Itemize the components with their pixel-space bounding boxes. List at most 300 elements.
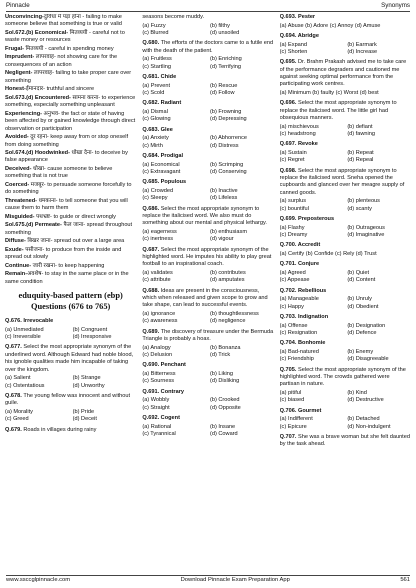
header-publisher: Pinnacle [6,1,30,9]
vocab-term: Coerced- [5,181,30,188]
option: (b) Unruly [347,296,372,303]
option: (a) Expand [279,41,308,48]
question-text [280,288,411,295]
question-stem: Ideas are present in the consciousness, which when released and given scope to grow and take shape, can lead to successful events. [142,287,268,309]
vocab-term: Sol.672.(b) Economical- [5,29,70,36]
question-text [142,415,273,422]
option: (c) Regret [279,157,305,164]
question-block [280,216,411,239]
question-block [280,340,411,363]
question-block [280,33,411,56]
vocab-term: Continue- [5,262,32,269]
option: (d) Deceit [72,416,97,423]
option: (d) fawning [347,131,375,137]
question-number: Q.703. Indignation [279,314,329,320]
question-number: Q.682. Radiant [142,100,182,107]
vocab-entry [5,238,136,245]
page-header [6,2,410,12]
option-grid [5,327,136,342]
option: (a) Prevent [142,82,170,89]
question-text [280,261,411,268]
question-block [280,314,411,337]
option: (c) Epicure [279,423,307,430]
question-block [5,393,136,424]
option: (d) Terrifying [209,63,241,70]
question-stem: Roads in villages during rainy [23,426,97,433]
option-grid [142,188,273,203]
vocab-entry [5,54,136,69]
option: (d) Opposite [209,404,241,411]
question-number: Q.693. Pester [279,14,316,20]
vocab-term: Sol.674.(d) Hoodwinked- [5,150,70,157]
vocab-definition: मितव्ययी - careful in spending money [23,45,114,52]
option: (b) Insane [209,423,236,430]
question-text [280,367,411,389]
option: (d) Disliking [209,378,240,385]
option: (d) Repeal [347,157,374,164]
option: (d) vigour [209,236,234,243]
option: (a) Certify (b) Confide (c) Rely (d) Trust [279,251,377,257]
question-block [142,206,273,244]
question-text [280,340,411,347]
question-stem: Select the most appropriate synonym to replace the italicised word. Sneha opened the cupboards and glanced over her meagre supply of canned goods. [279,167,405,196]
option: (c) awareness [142,318,178,325]
question-text [142,389,273,396]
vocab-definition: अनुभव- the fact or state of having been affected by or gained knowledge through direct observation or participation [5,110,136,132]
option: (d) Follow [209,89,235,96]
option: (b) Quiet [347,269,370,276]
question-block [5,318,136,341]
question-block [142,127,273,150]
vocab-term: Exude- [5,246,24,253]
question-block [142,247,273,285]
option: (d) Increase [347,48,378,55]
vocab-term: Diffuse- [5,238,26,245]
vocab-entry [5,214,136,221]
question-text [142,179,273,186]
option: (c) Happy [279,303,304,310]
question-number: Q.706. Gourmet [279,407,322,414]
vocab-definition: फैल जाना- spread throughout something [5,222,133,236]
option: (a) Dismal [142,108,168,115]
vocab-definition: धमकाना- to tell someone that you will cause them to harm them [5,197,128,212]
question-block [280,261,411,284]
option: (d) Imaginative [347,232,385,239]
question-block [5,427,136,434]
section-title-line2: Questions (676 to 765) [30,301,111,311]
option: (c) Straight [142,404,170,411]
question-number: Q.705. [279,366,299,373]
question-stem: seasons become muddy. [142,14,205,20]
option: (a) Minimum (b) faulty (c) Worst (d) best [279,89,379,96]
option: (a) eagerness [142,228,177,235]
option: (c) Sourness [142,378,175,385]
option-grid [142,56,273,71]
question-text [142,153,273,160]
question-block [280,168,411,213]
question-block [142,415,273,438]
option: (a) Offense [279,322,308,329]
option: (b) plenteous [347,198,380,205]
question-text [280,14,411,21]
option: (b) contributes [209,269,246,276]
vocab-definition: दुविधा में पड़ा होना - failing to make someone believe that something is true or valid [5,14,122,28]
option: (c) Mirth [142,142,163,149]
option: (d) Content [347,277,376,284]
column-1 [5,14,136,573]
question-number: Q.686. [142,205,161,212]
question-block [142,179,273,202]
option: (c) Friendship [279,356,314,363]
vocab-entry [5,134,136,149]
option-grid [142,270,273,285]
vocab-definition: ईमानदार- truthful and sincere [25,86,95,93]
question-stem: Select the most appropriate synonym of the highlighted word. He imputes his ability to play great football to an inspirational coach. [142,246,272,268]
option: (b) Frowning [209,108,242,115]
question-text [142,14,273,21]
option: (b) Outrageous [347,224,385,231]
question-block [280,367,411,405]
vocab-entry [5,166,136,181]
vocab-term: Deceived- [5,166,32,172]
option: (a) Fruitless [142,56,172,63]
option: (c) Ostentatious [5,382,45,389]
question-block [142,40,273,71]
footer-site: www.ssccglpinnacle.com [6,576,71,583]
option: (a) Bitterness [142,371,176,377]
option: (a) Sustain [279,149,307,156]
option: (c) headstrong [279,131,316,137]
vocab-term: Unconvincing- [5,14,44,20]
option: (a) Analogy [142,344,171,351]
question-block [142,288,273,326]
option: (c) Appease [279,277,310,284]
question-number: Q.707. [279,434,299,440]
question-text [280,59,411,89]
vocab-term: Negligent- [5,70,33,77]
option: (b) Congruent [72,326,108,333]
vocab-term: Remain- [5,271,28,278]
option: (b) Scrimping [209,161,244,168]
question-number: Q.690. Penchant [142,362,186,369]
question-text [5,344,136,374]
option: (b) Repeat [347,149,374,156]
option: (d) Destructive [347,397,384,404]
vocab-term: Frugal- [5,45,24,52]
question-block [280,14,411,30]
question-number: Q.689. [142,328,161,335]
question-number: Q.695. [279,59,299,66]
option: (d) unsoiled [209,29,240,36]
question-block [142,100,273,123]
question-number: Q.691. Contrary [142,388,184,395]
option: (c) Blurred [142,29,169,36]
option-grid [280,23,411,30]
header-topic: Synonyms [381,1,410,9]
question-list-2 [142,14,273,438]
question-text [142,288,273,310]
option: (d) Non-indulgent [347,423,391,430]
option-grid [5,409,136,424]
option: (c) Irreversible [5,334,41,341]
option-grid [142,345,273,360]
option-grid [142,23,273,38]
option: (b) thoughtlessness [209,311,259,317]
question-text [142,329,273,344]
page-footer [6,575,410,585]
question-block [280,242,411,258]
vocab-definition: पथभ्रष्ट- to guide or direct wrongly [34,213,116,220]
option-grid [280,296,411,311]
option: (a) validates [142,269,173,276]
option: (a) pitiful [279,389,302,396]
question-stem: Select the most appropriate synonym of the underlined word. Although Edward had noble blood, his ignoble qualities made him incapable of taking over the kingdom. [5,344,134,373]
question-stem: The young fellow was innocent and without guile. [5,392,131,407]
option: (a) mischievous [279,123,319,130]
option: (b) filthy [209,22,230,29]
vocab-entry [5,263,136,270]
vocab-term: Threatened- [5,197,38,204]
option-grid [280,124,411,139]
option: (a) Wobbly [142,397,170,404]
vocab-term: Sol.675.(d) Permeate- [5,222,62,229]
option-grid [280,251,411,258]
option: (a) Rational [142,423,172,430]
option-grid [280,42,411,57]
option: (d) Unworthy [72,382,105,389]
vocab-term: Sol.673.(d) Encountered- [5,94,71,101]
question-number: Q.681. Chide [142,74,177,80]
option-grid [142,162,273,177]
vocab-entry [5,46,136,53]
option-grid [280,225,411,240]
vocab-definition: पसीजना- to produce from the inside and spread out slowly [5,246,122,261]
question-number: Q.704. Bonhomie [279,340,326,347]
option: (a) surplus [279,198,307,205]
option-grid [142,109,273,124]
vocab-term: Misguided- [5,213,35,220]
option-grid [280,270,411,285]
question-number: Q.684. Prodigal [142,152,184,159]
option: (b) Detached [347,416,380,423]
question-block [280,288,411,311]
option-grid [280,390,411,405]
option: (c) Scold [142,89,165,96]
option: (d) amputates [209,277,245,284]
vocab-entry [5,86,136,93]
question-block [280,408,411,431]
question-block [142,329,273,360]
option: (c) Greed [5,416,29,423]
option-grid [280,323,411,338]
vocab-entry [5,70,136,85]
question-number: Q.692. Cogent [142,415,180,422]
option: (b) Inactive [209,187,238,194]
vocab-entry [5,30,136,45]
question-block [142,389,273,412]
question-number: Q.694. Abridge [279,32,319,39]
option-grid [142,135,273,150]
option: (c) Startling [142,63,171,70]
question-number: Q.680. [142,40,161,47]
question-block [280,141,411,164]
option: (d) Lifeless [209,195,238,202]
question-text [280,216,411,223]
question-number: Q.696. [279,100,299,107]
option-grid [280,90,411,97]
option-grid [280,416,411,431]
question-stem: Select the most appropriate synonym to replace the italicised word. We also must do something about our mental and physical lethargy. [142,205,267,227]
option: (b) Designation [347,322,386,329]
question-text [280,314,411,321]
vocab-definition: सामना करना- to experience something, especially something unpleasant [5,94,136,109]
vocab-entry [5,14,136,29]
question-number: Q.700. Accredit [279,242,321,249]
option-grid [142,424,273,439]
vocab-entry [5,150,136,165]
question-number: Q.685. Populous [142,179,187,186]
question-stem: The efforts of the doctors came to a futile end with the death of the patient. [142,40,274,54]
option: (b) Crooked [209,397,240,404]
question-text [280,168,411,198]
option: (b) Enriching [209,56,242,63]
question-text [142,247,273,269]
option: (a) Crowded [142,187,174,194]
question-text [142,40,273,55]
option: (d) Distress [209,142,239,149]
option: (b) Pride [72,408,95,415]
content-columns [5,14,411,573]
option: (c) bountiful [279,205,309,212]
question-number: Q.683. Glee [142,126,173,133]
question-text [5,427,136,434]
question-text [280,242,411,249]
vocab-entry [5,182,136,197]
option-grid [280,198,411,213]
option: (b) Abhorrence [209,135,247,142]
question-number: Q.677. [5,344,24,351]
question-block [280,59,411,97]
question-list-1 [5,318,136,434]
option: (b) Rescue [209,82,238,89]
option: (d) Coward [209,431,238,437]
question-number: Q.702. Rebellious [279,287,327,294]
vocab-list [5,14,136,286]
option: (a) Salient [5,375,31,382]
question-block [280,100,411,138]
option: (d) scanty [347,205,372,212]
question-list-3 [280,14,411,449]
vocab-entry [5,247,136,262]
option: (c) Resignation [279,329,318,336]
option: (c) biased [279,397,305,404]
option-grid [5,375,136,390]
option-grid [142,397,273,412]
option: (a) Bad-natured [279,348,319,355]
option: (c) Delusion [142,352,173,359]
option: (d) Depressing [209,116,247,123]
option: (c) inertness [142,236,174,243]
vocab-definition: लापरवाह- not showing care for the consequences of an action [5,54,118,68]
question-text [280,33,411,40]
option: (a) ignorance [142,311,176,317]
question-stem: Dr. Brahm Prakash advised me to take care of the performance degraders and cautioned me against seeking optimal performance from the participating work centres. [279,59,407,88]
vocab-entry [5,222,136,237]
vocab-entry [5,198,136,213]
question-block [5,344,136,389]
question-text [5,318,136,325]
question-text [280,408,411,415]
option: (b) Strange [72,375,101,382]
question-block [142,153,273,176]
question-number: Q.701. Conjure [279,261,320,268]
option: (b) defiant [347,123,373,130]
option: (a) Economical [142,161,180,168]
option: (d) Conserving [209,168,247,175]
option: (d) negligence [209,318,246,325]
column-3 [280,14,411,573]
vocab-definition: जारी रखना- to keep happening [31,262,105,269]
vocab-definition: धोखा देना- to deceive by false appearance [5,150,128,164]
question-block [142,362,273,385]
option-grid [142,229,273,244]
question-text [5,393,136,408]
question-text [142,206,273,228]
option: (b) Bonanza [209,344,241,351]
option: (c) Sleepy [142,195,168,202]
question-stem: She was a brave woman but she felt daunted by the task ahead. [279,434,410,448]
question-text [142,362,273,369]
vocab-entry [5,111,136,133]
vocab-definition: मजबूर- to persuade someone forcefully to do something [5,181,132,196]
question-text [280,141,411,148]
question-number: Q.678. [5,392,24,399]
option: (d) Obedient [347,303,379,310]
question-number: Q.676. Irrevocable [5,318,54,325]
option: (b) Enemy [347,348,374,355]
option: (c) Extravagant [142,168,181,175]
footer-page-number: 561 [400,576,410,583]
vocab-definition: दूर रहना- keep away from or stop oneself from doing something [5,134,129,148]
option: (d) Disagreeable [347,356,389,363]
footer-app: Download Pinnacle Exam Preparation App [180,576,290,583]
vocab-term: Imprudent- [5,54,35,61]
option: (c) Glowing [142,116,171,123]
question-stem: Select the most appropriate synonym to replace the italicised word. The little girl had obsequious manners. [279,100,397,122]
question-number: Q.688. [142,287,161,294]
question-stem: The discovery of treasure under the Bermuda Triangle is probably a hoax. [142,328,274,343]
vocab-definition: मितव्ययी - careful not to waste money or resources [5,29,125,44]
option: (a) Morality [5,408,33,415]
option-grid [142,311,273,326]
option: (d) Irresponsive [72,334,112,341]
vocab-term: Honest- [5,86,26,93]
option: (b) enthusiasm [209,228,247,235]
question-block [142,74,273,97]
vocab-definition: लापरवाह- failing to take proper care over something [5,70,132,84]
section-title-line1: eduquity-based pattern (ebp) [18,291,123,301]
question-number: Q.679. [5,426,24,433]
option: (a) Indifferent [279,416,313,423]
question-stem: Select the most appropriate synonym of the highlighted word. The crowds gathered were partisan in nature. [279,366,406,388]
option: (c) Shorten [279,48,308,55]
option: (d) Defence [347,329,377,336]
option: (c) Dreamy [279,232,308,239]
question-text [142,74,273,81]
column-2 [142,14,273,573]
section-title [5,291,136,312]
question-block [280,434,411,449]
